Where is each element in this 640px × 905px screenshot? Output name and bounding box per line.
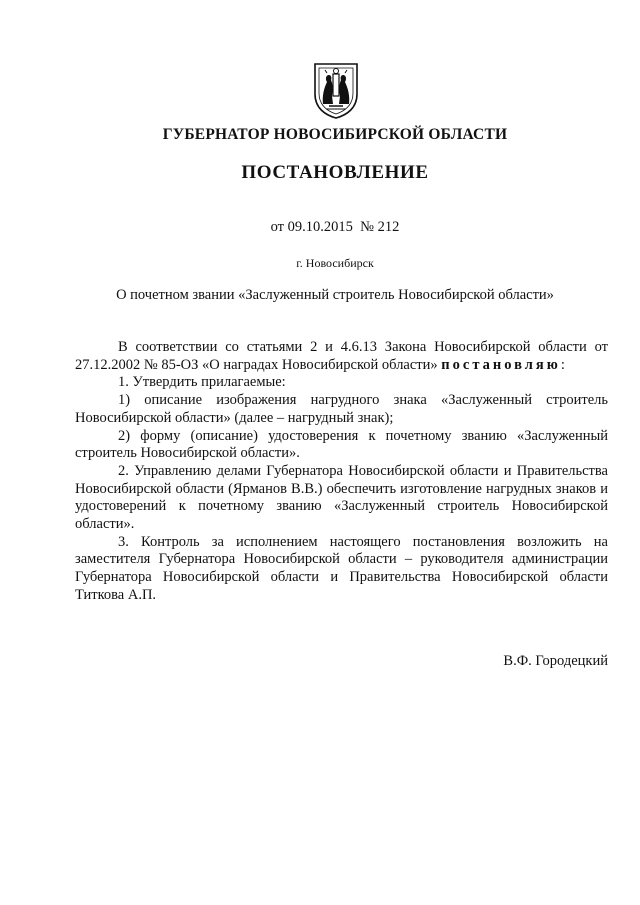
document-number: № 212 <box>360 219 400 235</box>
signatory-name: В.Ф. Городецкий <box>503 653 608 669</box>
document-subject: О почетном звании «Заслуженный строитель Новосибирской области» <box>116 287 554 303</box>
coat-of-arms-icon <box>311 60 361 120</box>
decree-colon: : <box>560 356 565 373</box>
document-body <box>75 339 608 605</box>
authority-title: ГУБЕРНАТОР НОВОСИБИРСКОЙ ОБЛАСТИ <box>162 126 508 143</box>
document-type: ПОСТАНОВЛЕНИЕ <box>241 162 429 183</box>
item-1: 1. Утвердить прилагаемые: <box>118 374 286 391</box>
item-1-1: 1) описание изображения нагрудного знака «Заслуженный строитель Новосибирской области» (далее – нагрудный знак); <box>75 392 608 426</box>
decree-word: постановляю <box>441 356 561 373</box>
item-3: 3. Контроль за исполнением настоящего постановления возложить на заместителя Губернатора Новосибирской области – руководителя администрации Губернатора Новосибирской области и Правительства Новосибирской области Титкова А.П. <box>75 533 608 603</box>
item-2: 2. Управлению делами Губернатора Новосибирской области и Правительства Новосибирской области (Ярманов В.В.) обеспечить изготовление нагрудных знаков и удостоверений к почетному званию «Заслуженный строитель Новосибирской области». <box>75 462 608 533</box>
date-number-line <box>0 219 640 236</box>
document-date: от 09.10.2015 <box>270 219 353 235</box>
item-1-2: 2) форму (описание) удостоверения к почетному званию «Заслуженный строитель Новосибирской области». <box>75 427 608 462</box>
intro-text: В соответствии со статьями 2 и 4.6.13 Закона Новосибирской области от 27.12.2002 № 85-ОЗ «О наградах Новосибирской области» <box>75 339 608 373</box>
intro-paragraph <box>75 339 608 374</box>
city-line: г. Новосибирск <box>296 256 374 270</box>
